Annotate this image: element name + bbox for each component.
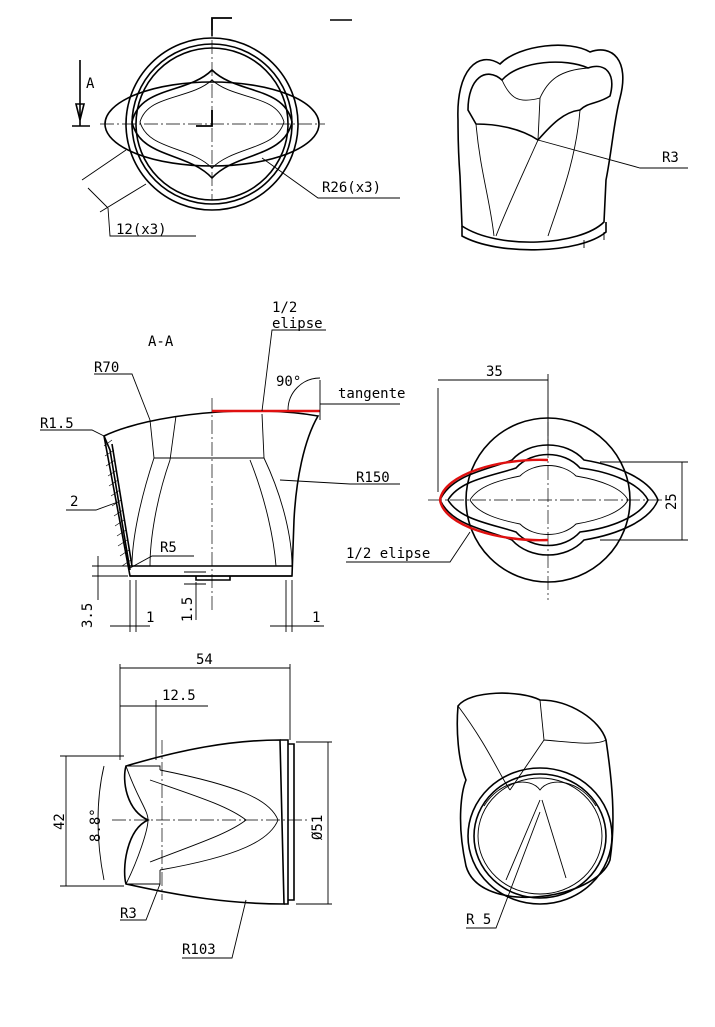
section-title: A-A xyxy=(148,334,174,350)
dim-1-right-label: 1 xyxy=(312,610,321,626)
half-elipse-mid-label: 1/2 elipse xyxy=(346,546,431,562)
r5-mid-label: R5 xyxy=(160,540,177,556)
tangente-label: tangente xyxy=(338,386,406,402)
section-marker-label: A xyxy=(86,76,95,92)
angle-90-label: 90° xyxy=(276,374,302,390)
r70-label: R70 xyxy=(94,360,120,376)
dim-1-5-label: 1.5 xyxy=(180,596,196,622)
half-elipse-top-1: 1/2 xyxy=(272,300,298,316)
dim-8-8-label: 8.8° xyxy=(88,808,104,842)
top-view xyxy=(72,18,400,238)
r3-bottom-label: R3 xyxy=(120,906,137,922)
dim-2-label: 2 xyxy=(70,494,79,510)
dim-12-label: 12(x3) xyxy=(116,222,167,238)
dim-42-label: 42 xyxy=(52,813,68,830)
dia-51-label: Ø51 xyxy=(310,814,326,840)
r103-label: R103 xyxy=(182,942,216,958)
iso-view-bottom xyxy=(457,693,613,928)
dim-12-5-label: 12.5 xyxy=(162,688,196,704)
r26-label: R26(x3) xyxy=(322,180,382,196)
r5-bottom-label: R 5 xyxy=(466,912,492,928)
r150-label: R150 xyxy=(356,470,390,486)
side-view xyxy=(52,652,332,958)
dim-25-label: 25 xyxy=(664,493,680,510)
section-view xyxy=(40,300,405,632)
dim-1-left-label: 1 xyxy=(146,610,155,626)
dim-3-5-label: 3.5 xyxy=(80,602,96,628)
dim-54-label: 54 xyxy=(196,652,213,668)
r3-top-label: R3 xyxy=(662,150,679,166)
iso-view-top xyxy=(458,45,688,250)
dim-35-label: 35 xyxy=(486,364,503,380)
half-elipse-top-2: elipse xyxy=(272,316,323,332)
r1-5-label: R1.5 xyxy=(40,416,74,432)
